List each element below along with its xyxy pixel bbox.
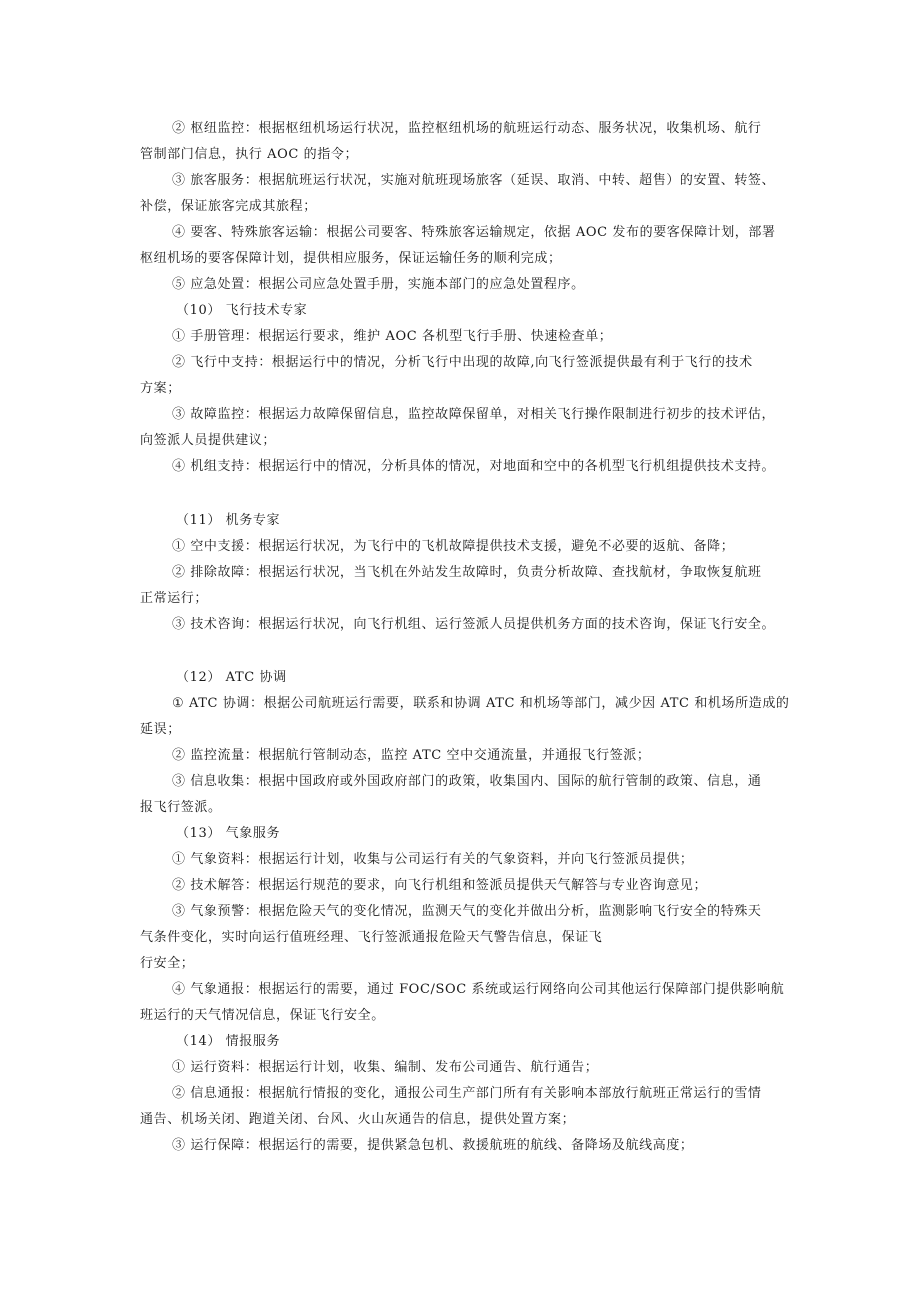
paragraph-line: ② 技术解答：根据运行规范的要求，向飞行机组和签派员提供天气解答与专业咨询意见；	[172, 878, 708, 893]
paragraph-line: 延误；	[140, 722, 181, 737]
paragraph-line: ① 手册管理：根据运行要求，维护 AOC 各机型飞行手册、快速检查单；	[172, 329, 613, 344]
paragraph-line: ② 信息通报：根据航行情报的变化，通报公司生产部门所有有关影响本部放行航班正常运行的雪情	[172, 1086, 762, 1101]
paragraph-line: 方案；	[140, 381, 181, 396]
paragraph-line: 气条件变化，实时向运行值班经理、飞行签派通报危险天气警告信息，保证飞	[140, 930, 603, 945]
paragraph-line: ③ 故障监控：根据运力故障保留信息，监控故障保留单，对相关飞行操作限制进行初步的技术评估，	[172, 407, 776, 422]
paragraph-line: 通告、机场关闭、跑道关闭、台风、火山灰通告的信息，提供处置方案；	[140, 1112, 576, 1127]
paragraph-line: ② 排除故障：根据运行状况，当飞机在外站发生故障时，负责分析故障、查找航材，争取恢复航班	[172, 565, 762, 580]
paragraph-line: ① 气象资料：根据运行计划，收集与公司运行有关的气象资料，并向飞行签派员提供；	[172, 852, 694, 867]
paragraph-line: ② 飞行中支持：根据运行中的情况，分析飞行中出现的故障,向飞行签派提供最有利于飞行的技术	[172, 355, 753, 370]
paragraph-line: ④ 机组支持：根据运行中的情况，分析具体的情况，对地面和空中的各机型飞行机组提供技术支持。	[172, 459, 776, 474]
section-heading: （10） 飞行技术专家	[176, 303, 308, 318]
paragraph-line: ③ 运行保障：根据运行的需要，提供紧急包机、救援航班的航线、备降场及航线高度；	[172, 1138, 694, 1153]
paragraph-line: 班运行的天气情况信息，保证飞行安全。	[140, 1008, 385, 1023]
paragraph-line: ③ 气象预警：根据危险天气的变化情况，监测天气的变化并做出分析，监测影响飞行安全的特殊天	[172, 904, 762, 919]
paragraph-line: ③ 旅客服务：根据航班运行状况，实施对航班现场旅客（延误、取消、中转、超售）的安置、转签、	[172, 173, 776, 188]
paragraph-line: 行安全；	[140, 956, 195, 971]
section-heading: （12） ATC 协调	[176, 670, 287, 685]
paragraph-line: ① ATC 协调：根据公司航班运行需要，联系和协调 ATC 和机场等部门，减少因 ATC 和机场所造成的	[172, 696, 790, 711]
paragraph-line: 管制部门信息，执行 AOC 的指令；	[140, 147, 359, 162]
paragraph-line: 报飞行签派。	[140, 800, 222, 815]
paragraph-line: ② 监控流量：根据航行管制动态，监控 ATC 空中交通流量，并通报飞行签派；	[172, 748, 651, 763]
paragraph-line: ③ 信息收集：根据中国政府或外国政府部门的政策，收集国内、国际的航行管制的政策、信息，通	[172, 774, 762, 789]
paragraph-line: ④ 要客、特殊旅客运输：根据公司要客、特殊旅客运输规定，依据 AOC 发布的要客保障计划，部署	[172, 225, 776, 240]
section-heading: （13） 气象服务	[176, 826, 281, 841]
paragraph-line: ① 运行资料：根据运行计划，收集、编制、发布公司通告、航行通告；	[172, 1060, 599, 1075]
paragraph-line: ④ 气象通报：根据运行的需要，通过 FOC/SOC 系统或运行网络向公司其他运行保障部门提供影响航	[172, 982, 785, 997]
paragraph-line: ③ 技术咨询：根据运行状况，向飞行机组、运行签派人员提供机务方面的技术咨询，保证飞行安全。	[172, 617, 776, 632]
paragraph-line: ⑤ 应急处置：根据公司应急处置手册，实施本部门的应急处置程序。	[172, 277, 585, 292]
paragraph-line: 向签派人员提供建议；	[140, 433, 277, 448]
paragraph-line: 补偿，保证旅客完成其旅程；	[140, 199, 317, 214]
paragraph-line: ② 枢纽监控：根据枢纽机场运行状况，监控枢纽机场的航班运行动态、服务状况，收集机场、航行	[172, 121, 762, 136]
section-heading: （11） 机务专家	[176, 513, 281, 528]
paragraph-line: 枢纽机场的要客保障计划，提供相应服务，保证运输任务的顺利完成；	[140, 251, 562, 266]
paragraph-line: ① 空中支援：根据运行状况，为飞行中的飞机故障提供技术支援，避免不必要的返航、备降；	[172, 539, 735, 554]
paragraph-line: 正常运行；	[140, 591, 209, 606]
section-heading: （14） 情报服务	[176, 1034, 281, 1049]
